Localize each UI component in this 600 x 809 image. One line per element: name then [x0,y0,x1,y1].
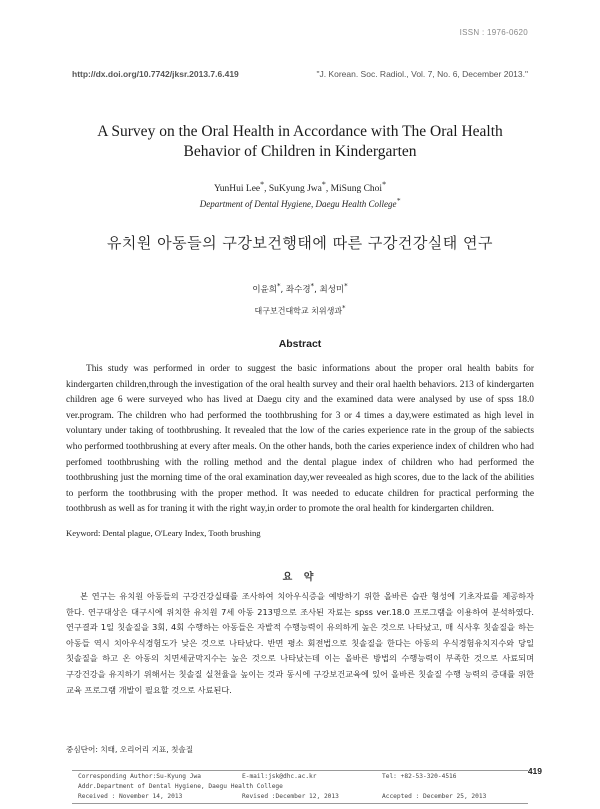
korean-affiliation-text: 대구보건대학교 치위생과 [254,306,343,316]
doi-link[interactable]: http://dx.doi.org/10.7742/jksr.2013.7.6.419 [72,69,239,79]
author-separator: , [325,184,331,195]
affiliation-mark: * [396,196,401,205]
korean-affiliation [60,304,540,317]
abstract-heading: Abstract [278,338,322,350]
affiliation-mark: * [260,180,265,189]
author-address: Addr.Department of Dental Hygiene, Daegu Health College [78,783,283,790]
korean-title: 유치원 아동들의 구강보건행태에 따른 구강건강실태 연구 [106,234,494,252]
issn-label: ISSN : 1976-0620 [459,28,528,37]
affiliation-mark: * [382,180,387,189]
korean-summary-heading: 요 약 [282,572,318,583]
author-list [60,180,540,194]
corresponding-author: Corresponding Author:Su-Kyung Jwa [78,773,201,780]
journal-citation: "J. Korean. Soc. Radiol., Vol. 7, No. 6, December 2013." [316,69,528,79]
affiliation-text: Department of Dental Hygiene, Daegu Health College [199,199,397,209]
keywords: Keyword: Dental plague, O'Leary Index, Tooth brushing [66,528,261,538]
affiliation-mark: * [310,281,315,290]
author-name: MiSung Choi [330,184,383,195]
author-separator: , [264,184,269,195]
paper-title [60,122,540,162]
affiliation-mark: * [342,304,346,312]
received-date: Received : November 14, 2013 [78,793,183,800]
affiliation [60,196,540,209]
paper-title-line-2: Behavior of Children in Kindergarten [183,143,417,160]
korean-author-name: 좌수경 [285,284,311,295]
author-name: SuKyung Jwa [268,184,322,195]
affiliation-mark: * [276,281,281,290]
korean-author-name: 이윤희 [252,284,277,295]
author-name: YunHui Lee [213,184,261,195]
author-separator: , [314,284,320,295]
korean-author-name: 최성미 [319,284,345,295]
accepted-date: Accepted : December 25, 2013 [382,793,487,800]
affiliation-mark: * [321,180,326,189]
abstract-body: This study was performed in order to suggest the basic informations about the proper oral health babits for kindergarten children,through the investigation of the oral health survey and their oral haelth behaviors. 213 of kindergarten children age 6 were surveyed who has lived at Daegu city and the examined data were analysed by use of spss 18.0 ver.program. The children who had performed the toothbrushing for 3 or 4 times a day,were estimated as high level in voluntary under taking of toothbrushing. It revealed that the low of the caries experience rate in the group of the sabiects who performed toothbrushing at every after meals. On the other hands, both the caries experience index of children who had perfomed toothbrushing with the rolling method and the dental plague index of children who had performed the toothbrushing just the morning time of the oral examination day,wer reveealed as high scores, due to the lack of the abilities to perform the toothbrusing with the proper method. It was needed to educate children for practical performing the toothbrush as well as for traning it with the right way,in order to promote the oral health for kindergarten children. [66,364,534,515]
author-phone: Tel: +82-53-320-4516 [382,773,457,780]
korean-author-list [60,281,540,295]
paper-title-line-1: A Survey on the Oral Health in Accordance with The Oral Health [97,123,503,140]
author-email: E-mail:jsk@dhc.ac.kr [242,773,317,780]
revised-date: Revised :December 12, 2013 [242,793,339,800]
page-number: 419 [527,766,542,776]
korean-keywords: 중심단어: 치태, 오리어리 지표, 칫솔질 [66,745,194,754]
author-separator: , [280,284,286,295]
affiliation-mark: * [344,281,348,290]
correspondence-box [72,770,528,804]
korean-summary-body: 본 연구는 유치원 아동들의 구강건강실태를 조사하여 치아우식증을 예방하기 위한 올바른 습관 형성에 기초자료를 제공하자 한다. 연구대상은 대구시에 위치한 유치원 7세 아동 213명으로 조사된 자료는 spss ver.18.0 프로그램을 이용하여 분석하였다. 연구결과 1일 칫솔질을 3회, 4회 수행하는 아동들은 자발적 수행능력이 유의하게 높은 것으로 나타났고, 매 식사후 칫솔질을 하는 아동들 역시 치아우식경험도가 낮은 것으로 나타났다. 반면 평소 회전법으로 칫솔질을 한다는 아동의 우식경험유치지수와 당일 칫솔질을 하고 온 아동의 치면세균막지수는 높은 것으로 나타났는데 이는 올바른 방법의 수행능력이 부족한 것으로 사료되며 구강건강을 유지하기 위해서는 칫솔질 실천율을 높이는 것과 동시에 구강보건교육에 있어 올바른 칫솔질 수행 능력의 증대를 위한 교육 프로그램 개발이 필요할 것으로 사료된다. [66,591,534,695]
